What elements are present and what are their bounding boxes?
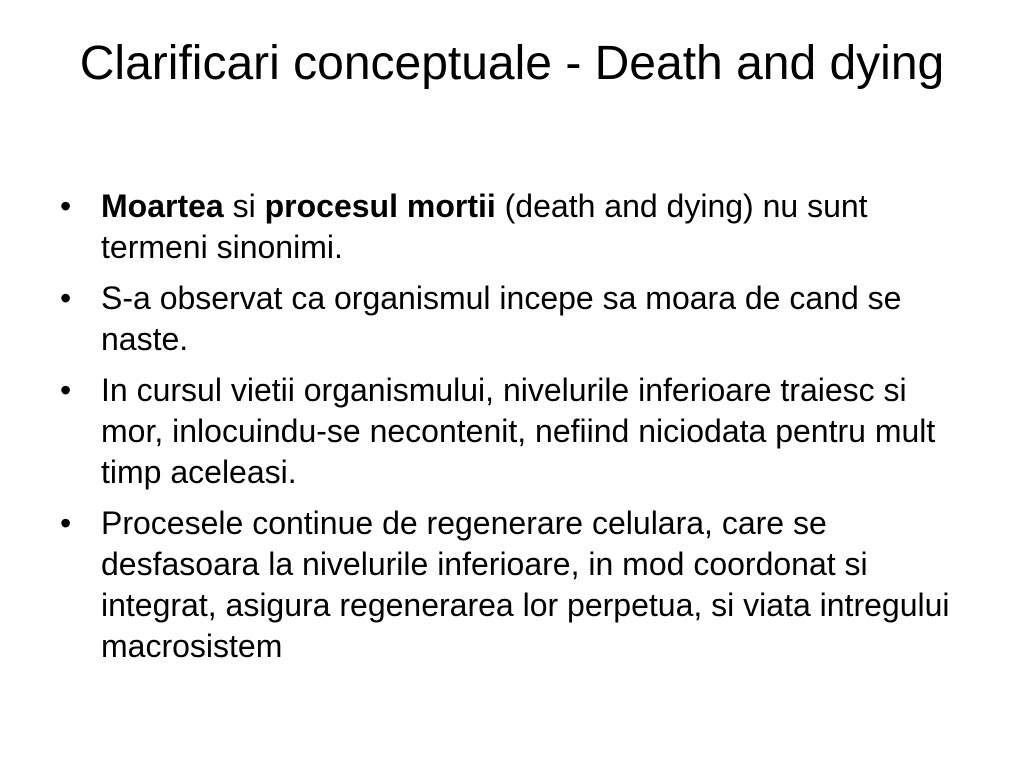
bullet-icon: • (60, 280, 72, 316)
slide-title: Clarificari conceptuale - Death and dying (79, 37, 945, 90)
bullet-icon: • (60, 188, 72, 224)
bullet-text-bold: procesul mortii (264, 188, 496, 224)
bullet-text: si (223, 188, 265, 224)
bullet-item (56, 278, 966, 360)
bullet-text: In cursul vietii organismului, nivelurile inferioare traiesc si mor, inlocuindu-se necontenit, nefiind niciodata pentru mult timp aceleasi. (101, 372, 936, 490)
bullet-item (56, 370, 966, 493)
bullet-item (56, 503, 966, 667)
bullet-text: S-a observat ca organismul incepe sa moara de cand se naste. (101, 280, 902, 357)
bullet-text-bold: Moartea (101, 188, 224, 224)
bullet-icon: • (60, 505, 72, 541)
bullet-text: Procesele continue de regenerare celulara, care se desfasoara la nivelurile inferioare, in mod coordonat si integrat, asigura regenerarea lor perpetua, si viata intregului macrosistem (101, 505, 950, 664)
bullet-icon: • (60, 372, 72, 408)
bullet-item (56, 186, 966, 268)
bullet-text: (death and dying) nu sunt termeni sinonimi. (101, 188, 868, 265)
bullet-list (56, 186, 966, 677)
